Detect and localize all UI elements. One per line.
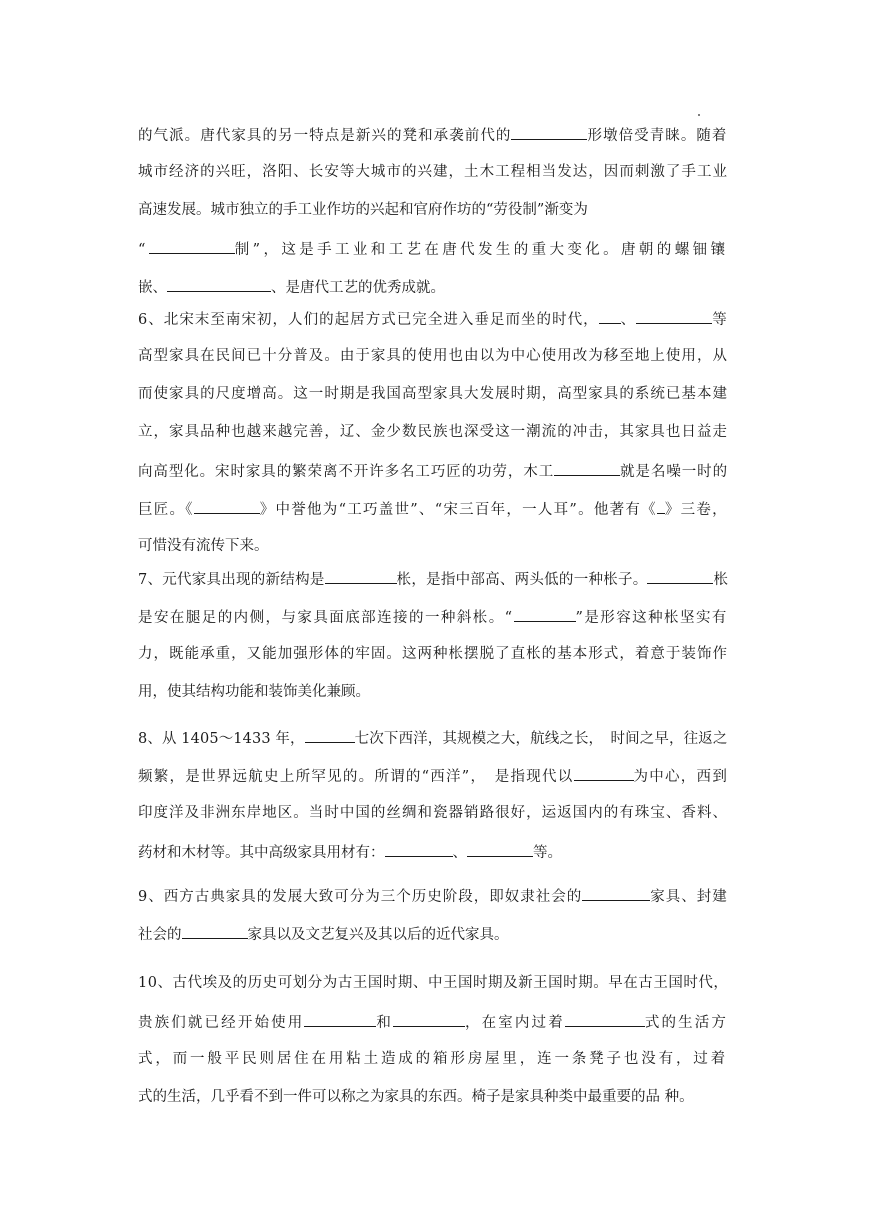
text-segment: 是安在腿足的内侧，与家具面底部连接的一种斜枨。“ (138, 610, 514, 626)
fill-in-blank (647, 568, 713, 584)
fill-in-blank (574, 765, 634, 781)
text-segment: ，在室内过着 (465, 1015, 565, 1031)
fill-in-blank (393, 1011, 465, 1027)
text-line (138, 384, 728, 404)
text-segment: 》三卷， (664, 502, 728, 518)
fill-in-blank (599, 308, 621, 324)
text-line (138, 1049, 728, 1069)
text-line (138, 276, 445, 296)
text-segment: 、是唐代工艺的优秀成就。 (271, 280, 445, 296)
fill-in-blank (636, 308, 712, 324)
text-line (138, 803, 728, 823)
text-segment: 力，既能承重，又能加强形体的牢固。这两种枨摆脱了直枨的基本形式，着意于装饰作 (138, 646, 728, 662)
text-line (138, 765, 728, 785)
text-segment: 家具、封建 (650, 889, 728, 905)
fill-in-blank (511, 124, 587, 140)
text-segment: 家具以及文艺复兴及其以后的近代家具。 (247, 927, 509, 943)
fill-in-blank (149, 238, 235, 254)
text-segment: 8、从 1405～1433 年， (138, 731, 305, 747)
fill-in-blank (565, 1011, 645, 1027)
text-segment: 社会的 (138, 927, 182, 943)
text-line (138, 124, 728, 144)
text-line (138, 682, 370, 702)
fill-in-blank (182, 923, 248, 939)
text-line (138, 1011, 728, 1031)
text-segment: 式的生活方 (644, 1015, 729, 1031)
fill-in-blank (304, 1011, 376, 1027)
text-segment: 9、西方古典家具的发展大致可分为三个历史阶段，即奴隶社会的 (138, 889, 583, 905)
text-segment: 式，而一般平民则居住在用粘土造成的箱形房屋里，连一条凳子也没有，过着 (138, 1051, 728, 1067)
text-segment: “ (138, 242, 149, 258)
text-segment: 的气派。唐代家具的另一特点是新兴的凳和承袭前代的 (138, 128, 512, 144)
text-segment: 向高型化。宋时家具的繁荣离不开许多名工巧匠的功劳，木工 (138, 464, 555, 480)
text-line (138, 422, 728, 442)
text-segment: 、 (452, 845, 467, 861)
fill-in-blank (194, 498, 260, 514)
text-segment: 用，使其结构功能和装饰美化兼顾。 (138, 684, 370, 700)
text-line (138, 460, 728, 480)
fill-in-blank (305, 727, 355, 743)
text-segment: 城市经济的兴旺，洛阳、长安等大城市的兴建，土木工程相当发达，因而刺激了手工业 (138, 164, 728, 180)
text-segment: 高速发展。城市独立的手工业作坊的兴起和官府作坊的“劳役制”渐变为 (138, 202, 588, 218)
text-line (138, 308, 728, 328)
text-segment: 和 (376, 1015, 394, 1031)
text-segment: 等 (712, 312, 728, 328)
text-segment: 而使家具的尺度增高。这一时期是我国高型家具大发展时期，高型家具的系统已基本建 (138, 386, 728, 402)
speck-mark (698, 114, 700, 116)
text-segment: 枨 (713, 572, 729, 588)
text-segment: 嵌、 (138, 280, 167, 296)
text-line (138, 568, 728, 588)
text-line (138, 727, 728, 747)
text-line (138, 1087, 694, 1107)
text-segment: 6、北宋末至南宋初，人们的起居方式已完全进入垂足而坐的时代， (138, 312, 599, 328)
text-segment: 贵族们就已经开始使用 (138, 1015, 305, 1031)
text-segment: 形墩倍受青睐。随着 (587, 128, 728, 144)
fill-in-blank (325, 568, 397, 584)
fill-in-blank (385, 841, 453, 857)
text-segment: 枨，是指中部高、两头低的一种枨子。 (396, 572, 648, 588)
fill-in-blank (657, 498, 665, 514)
text-segment: 药材和木材等。其中高级家具用材有： (138, 845, 385, 861)
text-line (138, 973, 728, 993)
text-line (138, 200, 588, 220)
text-line (138, 885, 728, 905)
text-line (138, 238, 728, 258)
text-segment: 巨匠。《 (138, 502, 194, 518)
text-segment: 为中心，西到 (633, 769, 729, 785)
text-segment: 》中誉他为“工巧盖世”、“宋三百年，一人耳”。他著有《 (259, 502, 657, 518)
text-segment: 立，家具品种也越来越完善，辽、金少数民族也深受这一潮流的冲击，其家具也日益走 (138, 424, 728, 440)
text-segment: 等。 (533, 845, 562, 861)
text-line (138, 606, 728, 626)
text-segment: 印度洋及非洲东岸地区。当时中国的丝绸和瓷器销路很好，运返国内的有珠宝、香料、 (138, 805, 728, 821)
fill-in-blank (582, 885, 650, 901)
text-segment: 就是名噪一时的 (620, 464, 729, 480)
fill-in-blank (167, 276, 271, 292)
text-line (138, 498, 728, 518)
text-line (138, 536, 269, 556)
text-segment: 频繁，是世界远航史上所罕见的。所谓的“西洋”， 是指现代以 (138, 769, 574, 785)
text-segment: 制”，这是手工业和工艺在唐代发生的重大变化。唐朝的螺钿镶 (234, 242, 729, 258)
text-line (138, 346, 728, 366)
text-line (138, 841, 562, 861)
text-segment: 七次下西洋，其规模之大，航线之长， 时间之早，往返之 (354, 731, 728, 747)
fill-in-blank (467, 841, 533, 857)
text-line (138, 162, 728, 182)
text-segment: 、 (620, 312, 637, 328)
text-segment: 式的生活，几乎看不到一件可以称之为家具的东西。椅子是家具种类中最重要的品 种。 (138, 1089, 694, 1105)
fill-in-blank (514, 606, 576, 622)
text-segment: 10、古代埃及的历史可划分为古王国时期、中王国时期及新王国时期。早在古王国时代， (138, 975, 729, 991)
text-segment: 7、元代家具出现的新结构是 (138, 572, 325, 588)
text-line (138, 644, 728, 664)
text-segment: 可惜没有流传下来。 (138, 538, 269, 554)
fill-in-blank (554, 460, 620, 476)
text-segment: 高型家具在民间已十分普及。由于家具的使用也由以为中心使用改为移至地上使用，从 (138, 348, 728, 364)
text-segment: ”是形容这种枨坚实有 (575, 610, 728, 626)
text-line (138, 923, 509, 943)
